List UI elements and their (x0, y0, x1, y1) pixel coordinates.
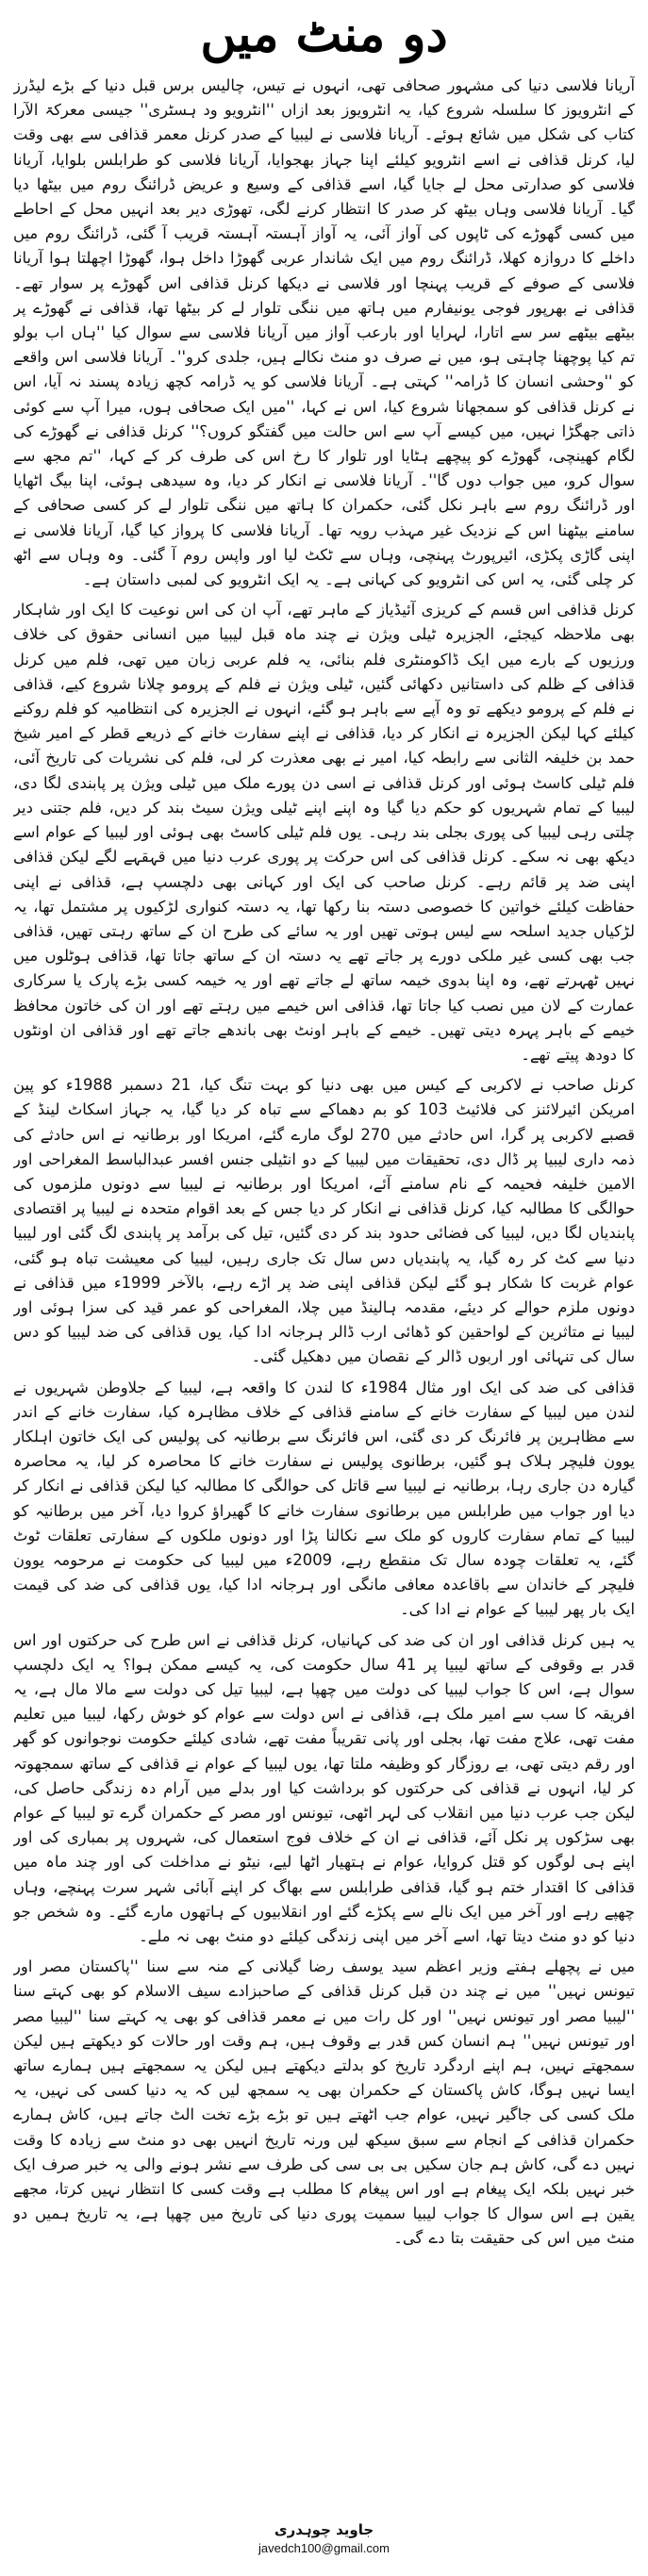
article-paragraph: کرنل صاحب نے لاکربی کے کیس میں بھی دنیا کو بہت تنگ کیا، 21 دسمبر 1988ء کو پین امریکن ائیرلائنز کی فلائیٹ 103 کو بم دھماکے سے تباہ کر دیا گیا، یہ جہاز اسکاٹ لینڈ کے قصبے لاکربی پر گرا، اس حادثے میں 270 لوگ مارے گئے، امریکا اور برطانیہ نے اس حادثے کی ذمہ داری لیبیا پر ڈال دی، تحقیقات میں لیبیا کے دو انٹیلی جنس افسر عبدالباسط المغراحی اور الامین خلیفہ فحیمہ کے نام سامنے آئے، امریکا اور برطانیہ نے لیبیا سے دونوں ملزموں کی حوالگی کا مطالبہ کیا، کرنل قذافی نے انکار کر دیا جس کے بعد اقوام متحدہ نے لیبیا پر اقتصادی پابندیاں لگا دیں، لیبیا کی فضائی حدود بند کر دی گئیں، تیل کی برآمد پر پابندی لگ گئی اور لیبیا دنیا سے کٹ کر رہ گیا، یہ پابندیاں دس سال تک جاری رہیں، لیبیا کی معیشت تباہ ہو گئی، عوام غربت کا شکار ہو گئے لیکن قذافی اپنی ضد پر اڑے رہے، بالآخر 1999ء میں قذافی نے دونوں ملزم حوالے کر دیئے، مقدمہ ہالینڈ میں چلا، المغراحی کو عمر قید کی سزا ہوئی اور لیبیا نے متاثرین کے لواحقین کو ڈھائی ارب ڈالر ہرجانہ ادا کیا، یوں قذافی کی ضد لیبیا کو دس سال کی تنہائی اور اربوں ڈالر کے نقصان میں دھکیل گئی۔ (13, 1076, 635, 1366)
article-paragraph: قذافی کی ضد کی ایک اور مثال 1984ء کا لندن کا واقعہ ہے، لیبیا کے جلاوطن شہریوں نے لندن میں لیبیا کے سفارت خانے کے سامنے قذافی کے خلاف مظاہرہ کیا، سفارت خانے کے اندر سے مظاہرین پر فائرنگ کر دی گئی، اس فائرنگ سے برطانیہ کی پولیس کی ایک خاتون اہلکار یوون فلیچر ہلاک ہو گئیں، برطانوی پولیس نے سفارت خانے کا محاصرہ کر لیا، یہ محاصرہ گیارہ دن جاری رہا، برطانیہ نے لیبیا سے قاتل کی حوالگی کا مطالبہ کیا لیکن قذافی نے انکار کر دیا اور جواب میں طرابلس میں برطانوی سفارت خانے کا گھیراؤ کروا دیا، آخر میں برطانیہ کو لیبیا کے تمام سفارت کاروں کو ملک سے نکالنا پڑا اور دونوں ملکوں کے سفارتی تعلقات ٹوٹ گئے، یہ تعلقات چودہ سال تک منقطع رہے، 2009ء میں لیبیا کی حکومت نے مرحومہ یوون فلیچر کے خاندان سے باقاعدہ معافی مانگی اور ہرجانہ ادا کیا، یوں قذافی کی ضد کی قیمت ایک بار پھر لیبیا کے عوام نے ادا کی۔ (13, 1378, 635, 1619)
author-email: javedch100@gmail.com (258, 2541, 390, 2555)
article-paragraph: میں نے پچھلے ہفتے وزیر اعظم سید یوسف رضا گیلانی کے منہ سے سنا ''پاکستان مصر اور تیونس نہیں'' میں نے چند دن قبل کرنل قذافی کے صاحبزادے سیف الاسلام کو بھی کہتے سنا ''لیبیا مصر اور تیونس نہیں'' اور کل رات میں نے معمر قذافی کو بھی یہ کہتے سنا ''لیبیا مصر اور تیونس نہیں'' ہم انسان کس قدر بے وقوف ہیں، ہم وقت اور حالات کو دیکھتے ہیں لیکن سمجھتے نہیں، ہم اپنے اردگرد تاریخ کو بدلتے دیکھتے ہیں لیکن یہ سمجھتے ہیں ہمارے ساتھ ایسا نہیں ہوگا، کاش پاکستان کے حکمران بھی یہ سمجھ لیں کہ یہ دنیا کسی کی نہیں، یہ ملک کسی کی جاگیر نہیں، عوام جب اٹھتے ہیں تو بڑے بڑے تخت الٹ جاتے ہیں، کاش ہمارے حکمران قذافی کے انجام سے سبق سیکھ لیں ورنہ تاریخ انہیں بھی دو منٹ سے زیادہ کا وقت نہیں دے گی، کاش ہم جان سکیں بی بی سی کی طرف سے نشر ہونے والی یہ خبر صرف ایک خبر نہیں بلکہ ایک پیغام ہے اور اس پیغام کا مطلب ہے وقت کسی کا انتظار نہیں کرتا، مجھے یقین ہے اس سوال کا جواب لیبیا سمیت پوری دنیا کی تاریخ میں چھپا ہے، یہ تاریخ ہمیں دو منٹ میں اس کی حقیقت بتا دے گی۔ (13, 1957, 635, 2248)
article-paragraph: آریانا فلاسی دنیا کی مشہور صحافی تھی، انہوں نے تیس، چالیس برس قبل دنیا کے بڑے لیڈرز کے انٹرویوز کا سلسلہ شروع کیا، یہ انٹرویوز بعد ازاں ''انٹرویو ود ہسٹری'' جیسی معرکۃ الآرا کتاب کی شکل میں شائع ہوئے۔ آریانا فلاسی نے لیبیا کے صدر کرنل معمر قذافی سے بھی وقت لیا، کرنل قذافی نے اسے انٹرویو کیلئے اپنا جہاز بھجوایا، آریانا فلاسی کو طرابلس بلوایا، آریانا فلاسی کو صدارتی محل لے جایا گیا، اسے قذافی کے وسیع و عریض ڈرائنگ روم میں بیٹھا دیا گیا۔ آریانا فلاسی وہاں بیٹھ کر صدر کا انتظار کرنے لگی، تھوڑی دیر بعد انہیں محل کے احاطے میں کسی گھوڑے کی ٹاپوں کی آواز آئی، یہ آواز آہستہ آہستہ قریب آ گئی، ڈرائنگ روم میں داخلے کا دروازہ کھلا، ڈرائنگ روم میں ایک شاندار عربی گھوڑا داخل ہوا، گھوڑا اچھلتا ہوا آریانا فلاسی کے صوفے کے قریب پہنچا اور فلاسی نے دیکھا کرنل قذافی اس گھوڑے پر سوار تھے۔ قذافی نے بھرپور فوجی یونیفارم میں ہاتھ میں ننگی تلوار لے کر بیٹھا تھا، قذافی نے گھوڑے پر بیٹھے بیٹھے سر سے اتارا، لہرایا اور بارعب آواز میں آریانا فلاسی سے سوال کیا ''ہاں اب بولو تم کیا پوچھنا چاہتی ہو، میں نے صرف دو منٹ نکالے ہیں، جلدی کرو''۔ آریانا فلاسی اس واقعے کو ''وحشی انسان کا ڈرامہ'' کہتی ہے۔ آریانا فلاسی کو یہ ڈرامہ کچھ زیادہ پسند نہ آیا، اس نے کرنل قذافی کو سمجھانا شروع کیا، اس نے کہا، ''میں ایک صحافی ہوں، میرا آپ سے کوئی ذاتی جھگڑا نہیں، میں کیسے آپ سے اس حالت میں گفتگو کروں؟'' کرنل قذافی نے گھوڑے کی لگام کھینچی، گھوڑے کو پیچھے ہٹایا اور تلوار کا رخ اس کی طرف کر کے کہا، ''تم مجھ سے سوال کرو، میں جواب دوں گا''۔ آریانا فلاسی نے انکار کر دیا، وہ سیدھی ہوئی، اپنا بیگ اٹھایا اور ڈرائنگ روم سے باہر نکل گئی، حکمران کا ہاتھ میں ننگی تلوار لے کر کسی صحافی کے سامنے بیٹھنا اس کے نزدیک غیر مہذب رویہ تھا۔ آریانا فلاسی کا پرواز کیا گیا، آریانا فلاسی نے اپنی گاڑی پکڑی، ائیرپورٹ پہنچی، وہاں سے ٹکٹ لیا اور واپس روم آ گئی۔ وہ وہاں سے اٹھ کر چلی گئی، یہ اس کی انٹرویو کی کہانی ہے۔ یہ ایک انٹرویو کی لمبی داستان ہے۔ (13, 76, 635, 589)
article-body (13, 74, 635, 2514)
author-signature (0, 2519, 648, 2557)
article-paragraph: یہ ہیں کرنل قذافی اور ان کی ضد کی کہانیاں، کرنل قذافی نے اس طرح کی حرکتوں اور اس قدر بے وقوفی کے ساتھ لیبیا پر 41 سال حکومت کی، یہ کیسے ممکن ہوا؟ یہ ایک دلچسپ سوال ہے، اس کا جواب لیبیا کی دولت میں چھپا ہے، لیبیا تیل کی دولت سے مالا مال ہے، یہ افریقہ کا سب سے امیر ملک ہے، قذافی نے اس دولت سے عوام کو خوش رکھا، لیبیا میں تعلیم مفت تھی، علاج مفت تھا، بجلی اور پانی تقریباً مفت تھے، شادی کیلئے حکومت نوجوانوں کو گھر اور رقم دیتی تھی، بے روزگار کو وظیفہ ملتا تھا، یوں لیبیا کے عوام نے قذافی کے ساتھ سمجھوتہ کر لیا، انہوں نے قذافی کی حرکتوں کو برداشت کیا اور بدلے میں آرام دہ زندگی حاصل کی، لیکن جب عرب دنیا میں انقلاب کی لہر اٹھی، تیونس اور مصر کے حکمران گرے تو لیبیا کے عوام بھی سڑکوں پر نکل آئے، قذافی نے ان کے خلاف فوج استعمال کی، شہروں پر بمباری کی اور اپنے ہی لوگوں کو قتل کروایا، عوام نے ہتھیار اٹھا لیے، نیٹو نے مداخلت کی اور چند ماہ میں قذافی کا اقتدار ختم ہو گیا، قذافی طرابلس سے بھاگ کر اپنے آبائی شہر سرت پہنچے، وہاں چھپے رہے اور آخر میں ایک نالے سے پکڑے گئے اور انقلابیوں کے ہاتھوں مارے گئے۔ وہ شخص جو دنیا کو دو منٹ دیتا تھا، اسے آخر میں اپنی زندگی کیلئے دو منٹ بھی نہ ملے۔ (13, 1630, 635, 1946)
author-name: جاوید چوہدری (274, 2521, 374, 2538)
column-title: دو منٹ میں (200, 6, 448, 63)
article-paragraph: کرنل قذافی اس قسم کے کریزی آئیڈیاز کے ماہر تھے، آپ ان کی اس نوعیت کا ایک اور شاہکار بھی ملاحظہ کیجئے، الجزیرہ ٹیلی ویژن نے چند ماہ قبل لیبیا میں انسانی حقوق کی خلاف ورزیوں کے بارے میں ایک ڈاکومنٹری فلم بنائی، یہ فلم عربی زبان میں تھی، فلم میں کرنل قذافی کے ظلم کی داستانیں دکھائی گئیں، ٹیلی ویژن نے فلم کے پرومو چلانا شروع کیے، قذافی نے فلم کے پرومو دیکھے تو وہ آپے سے باہر ہو گئے، انہوں نے الجزیرہ کی انتظامیہ کو فلم روکنے کیلئے کہا لیکن الجزیرہ نے انکار کر دیا، قذافی نے اپنے سفارت خانے کے ذریعے قطر کے امیر شیخ حمد بن خلیفہ الثانی سے رابطہ کیا، امیر نے بھی معذرت کر لی، فلم کی نشریات کی تاریخ آئی، فلم ٹیلی کاسٹ ہوئی اور کرنل قذافی نے اسی دن پورے ملک میں ٹیلی ویژن پر پابندی لگا دی، لیبیا کے تمام شہریوں کو حکم دیا گیا وہ اپنے اپنے ٹیلی ویژن سیٹ بند کر دیں، فلم جتنی دیر چلتی رہی لیبیا کی پوری بجلی بند رہی۔ یوں فلم ٹیلی کاسٹ بھی ہوئی اور لیبیا کے عوام اسے دیکھ بھی نہ سکے۔ کرنل قذافی کی اس حرکت پر پوری عرب دنیا میں قہقہے لگے لیکن قذافی اپنی ضد پر قائم رہے۔ کرنل صاحب کی ایک اور کہانی بھی دلچسپ ہے، قذافی نے اپنی حفاظت کیلئے خواتین کا خصوصی دستہ بنا رکھا تھا، یہ دستہ کنواری لڑکیوں پر مشتمل تھا، یہ لڑکیاں جدید اسلحہ سے لیس ہوتی تھیں اور یہ سائے کی طرح ان کے ساتھ رہتی تھیں، قذافی جب بھی کسی غیر ملکی دورے پر جاتے تھے یہ دستہ ان کے ساتھ جاتا تھا، قذافی ہوٹلوں میں نہیں ٹھہرتے تھے، وہ اپنا بدوی خیمہ ساتھ لے جاتے تھے اور یہ خیمہ کسی بڑے پارک یا سرکاری عمارت کے لان میں نصب کیا جاتا تھا، قذافی اس خیمے میں رہتے تھے اور ان کی خاتون محافظ خیمے کے باہر پہرہ دیتی تھیں۔ خیمے کے باہر اونٹ بھی باندھے جاتے تھے اور قذافی ان اونٹوں کا دودھ پیتے تھے۔ (13, 601, 635, 1064)
